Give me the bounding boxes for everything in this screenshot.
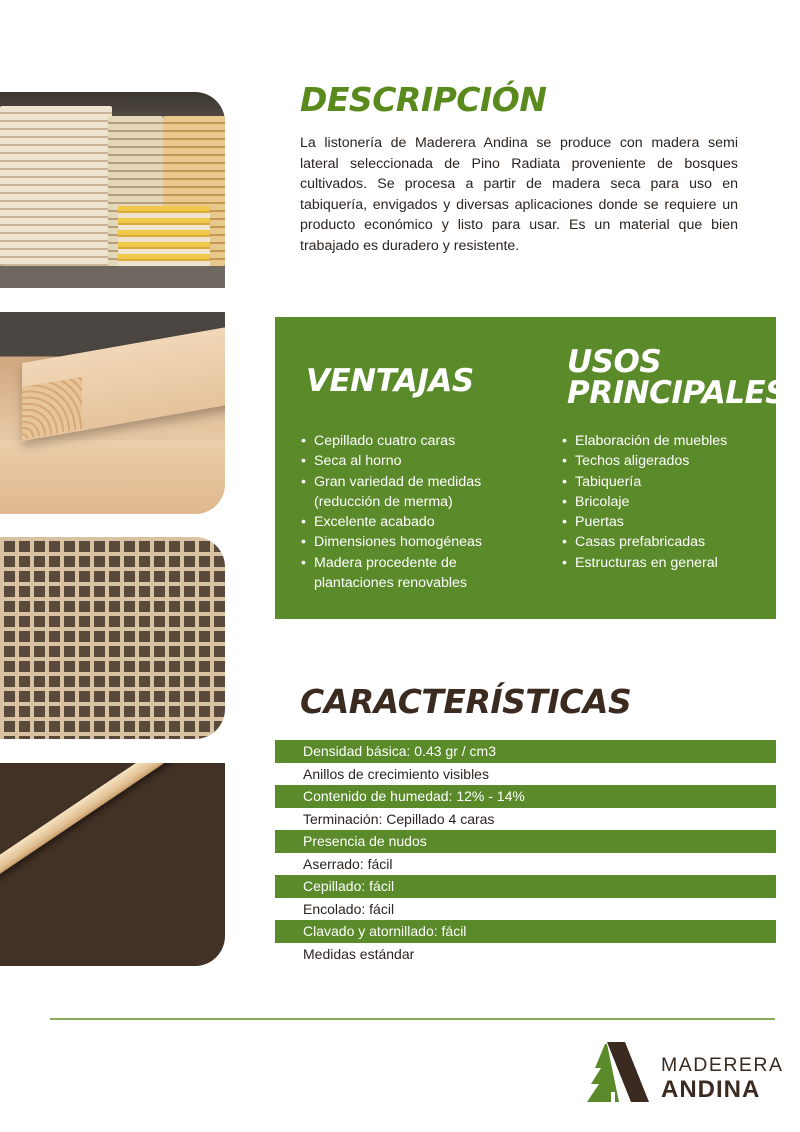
footer-divider [50,1018,775,1020]
list-item: • Bricolaje [562,492,762,512]
table-row: Clavado y atornillado: fácil [275,920,776,943]
lumber-warehouse-photo [0,92,225,288]
planed-boards-photo [0,312,225,514]
table-row: Encolado: fácil [275,898,776,921]
usos-title-line1: USOS [567,344,662,380]
ventajas-usos-panel [275,317,787,619]
ventajas-list [301,431,521,593]
list-item: • Dimensiones homogéneas [301,532,521,552]
single-board-photo [0,763,225,966]
list-item: • Madera procedente de plantaciones renovables [301,553,521,594]
list-item: • Gran variedad de medidas (reducción de merma) [301,472,521,513]
table-row: Cepillado: fácil [275,875,776,898]
list-item: • Techos aligerados [562,451,762,471]
logo-text-line2: ANDINA [661,1076,761,1103]
usos-title [567,344,787,411]
descripcion-paragraph: La listonería de Maderera Andina se produce con madera semi lateral seleccionada de Pino Radiata proveniente de bosques cultivados. Se procesa a partir de madera seca para uso en tabiquería, envigados y diversas aplicaciones donde se requiere un producto económico y listo para usar. Es un material que bien trabajado es duradero y resistente. [300,135,738,254]
board [0,440,225,514]
table-row: Medidas estándar [275,943,776,966]
logo-mark-icon [585,1040,649,1104]
list-item: • Elaboración de muebles [562,431,762,451]
caracteristicas-table [275,740,776,965]
usos-list [562,431,762,573]
ventajas-title: VENTAJAS [306,363,474,399]
list-item: • Excelente acabado [301,512,521,532]
table-row: Presencia de nudos [275,830,776,853]
board [0,763,212,878]
lumber-stack [118,206,210,266]
lumber-stack [0,106,112,266]
list-item: • Cepillado cuatro caras [301,431,521,451]
table-row: Densidad básica: 0.43 gr / cm3 [275,740,776,763]
list-item: • Casas prefabricadas [562,532,762,552]
caracteristicas-title: CARACTERÍSTICAS [300,682,632,721]
table-row: Anillos de crecimiento visibles [275,763,776,786]
list-item: • Puertas [562,512,762,532]
wood-lattice-photo [0,537,225,739]
descripcion-title: DESCRIPCIÓN [300,80,547,119]
list-item: • Estructuras en general [562,553,762,573]
board-end-grain [22,377,82,440]
logo-text-line1: MADERERA [661,1054,784,1076]
usos-title-line2: PRINCIPALES [567,375,787,411]
maderera-andina-logo [585,1040,784,1106]
list-item: • Seca al horno [301,451,521,471]
table-row: Contenido de humedad: 12% - 14% [275,785,776,808]
table-row: Terminación: Cepillado 4 caras [275,808,776,831]
list-item: • Tabiquería [562,472,762,492]
table-row: Aserrado: fácil [275,853,776,876]
warehouse-floor [0,266,225,288]
